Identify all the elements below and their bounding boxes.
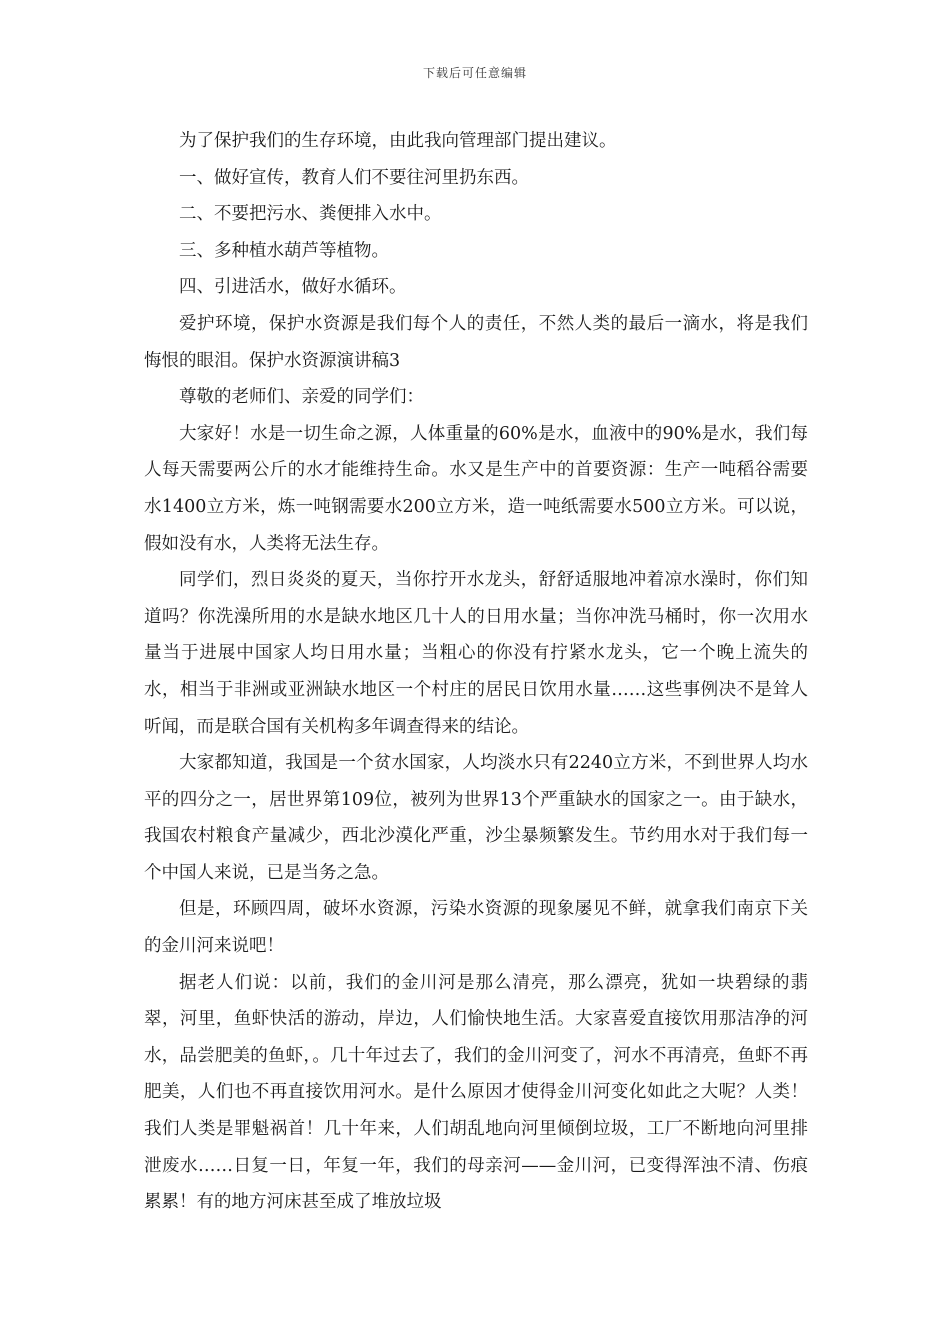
- paragraph: 同学们，烈日炎炎的夏天，当你拧开水龙头，舒舒适服地冲着凉水澡时，你们知道吗？你洗澡所用的水是缺水地区几十人的日用水量；当你冲洗马桶时，你一次用水量当于进展中国家人均日用水量；当粗心的你没有拧紧水龙头，它一个晚上流失的水，相当于非洲或亚洲缺水地区一个村庄的居民日饮用水量……这些事例决不是耸人听闻，而是联合国有关机构多年调查得来的结论。: [144, 570, 808, 737]
- paragraph: 大家好！水是一切生命之源，人体重量的60%是水，血液中的90%是水，我们每人每天需要两公斤的水才能维持生命。水又是生产中的首要资源：生产一吨稻谷需要水1400立方米，炼一吨钢需要水200立方米，造一吨纸需要水500立方米。可以说，假如没有水，人类将无法生存。: [144, 423, 808, 554]
- paragraph: 大家都知道，我国是一个贫水国家，人均淡水只有2240立方米，不到世界人均水平的四分之一，居世界第109位，被列为世界13个严重缺水的国家之一。由于缺水，我国农村粮食产量减少，西北沙漠化严重，沙尘暴频繁发生。节约用水对于我们每一个中国人来说，已是当务之急。: [144, 753, 808, 883]
- paragraph: 为了保护我们的生存环境，由此我向管理部门提出建议。: [179, 131, 617, 151]
- paragraph: 爱护环境，保护水资源是我们每个人的责任，不然人类的最后一滴水，将是我们悔恨的眼泪。保护水资源演讲稿3: [144, 313, 808, 371]
- paragraph: 二、不要把污水、粪便排入水中。: [179, 204, 442, 225]
- paragraph: 据老人们说：以前，我们的金川河是那么清亮，那么漂亮，犹如一块碧绿的翡翠，河里，鱼虾快活的游动，岸边，人们愉快地生活。大家喜爱直接饮用那洁净的河水，品尝肥美的鱼虾，。几十年过去了，我们的金川河变了，河水不再清亮，鱼虾不再肥美，人们也不再直接饮用河水。是什么原因才使得金川河变化如此之大呢？人类！我们人类是罪魁祸首！几十年来，人们胡乱地向河里倾倒垃圾，工厂不断地向河里排泄废水……日复一日，年复一年，我们的母亲河——金川河，已变得浑浊不清、伤痕累累！有的地方河床甚至成了堆放垃圾: [144, 972, 808, 1213]
- paragraph: 尊敬的老师们、亲爱的同学们：: [179, 387, 424, 408]
- paragraph: 四、引进活水，做好水循环。: [179, 277, 407, 298]
- document-body: [144, 123, 808, 1221]
- page-header: 下载后可任意编辑: [422, 66, 527, 80]
- paragraph: 但是，环顾四周，破坏水资源，污染水资源的现象屡见不鲜，就拿我们南京下关的金川河来说吧！: [144, 899, 808, 957]
- paragraph: 三、多种植水葫芦等植物。: [179, 240, 389, 261]
- paragraph: 一、做好宣传，教育人们不要往河里扔东西。: [179, 167, 529, 188]
